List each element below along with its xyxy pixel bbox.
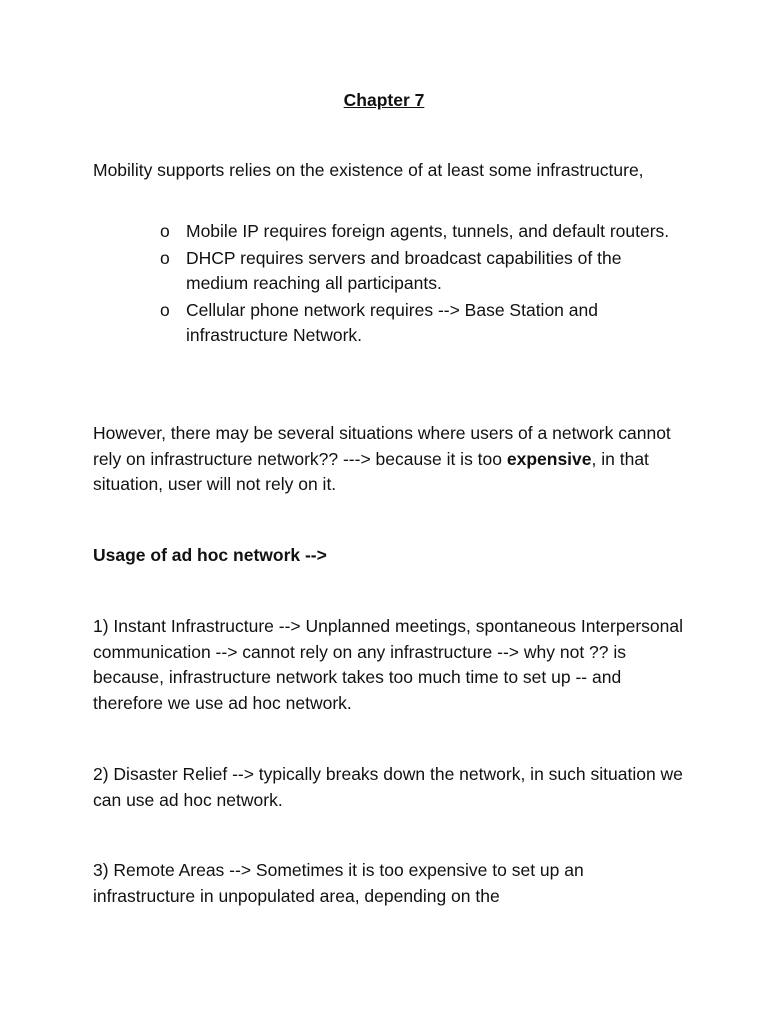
intro-paragraph: Mobility supports relies on the existence of at least some infrastructure, [93, 160, 644, 180]
list-item-text: Mobile IP requires foreign agents, tunnels, and default routers. [186, 221, 670, 241]
bullet-marker: o [160, 247, 170, 268]
emphasis-text: expensive [506, 448, 592, 469]
usage-remote-areas: 3) Remote Areas --> Sometimes it is too expensive to set up an infrastructure in unpopulated area, depending on the [93, 860, 584, 906]
bullet-marker: o [160, 299, 170, 320]
chapter-title: Chapter 7 [343, 90, 425, 110]
list-item [160, 246, 680, 297]
infrastructure-cost-paragraph [93, 421, 683, 498]
list-item [160, 298, 680, 349]
usage-disaster-relief: 2) Disaster Relief --> typically breaks down the network, in such situation we can use ad hoc network. [93, 764, 683, 810]
list-item-text: Cellular phone network requires --> Base Station and infrastructure Network. [186, 299, 598, 345]
list-item-text: DHCP requires servers and broadcast capabilities of the medium reaching all participants. [186, 247, 622, 293]
paragraph-text: , in that situation, user will not rely on it. [93, 448, 649, 494]
bullet-marker: o [160, 221, 170, 241]
list-item [160, 219, 680, 245]
usage-instant-infrastructure: 1) Instant Infrastructure --> Unplanned meetings, spontaneous Interpersonal communication --> cannot rely on any infrastructure --> why not ?? is because, infrastructure network takes too much time to set up -- and therefore we use ad hoc network. [93, 616, 683, 713]
requirements-list [160, 219, 680, 350]
paragraph-text: However, there may be several situations where users of a network cannot rely on infrastructure network?? ---> because it is too [93, 423, 671, 469]
usage-heading: Usage of ad hoc network --> [93, 545, 327, 565]
